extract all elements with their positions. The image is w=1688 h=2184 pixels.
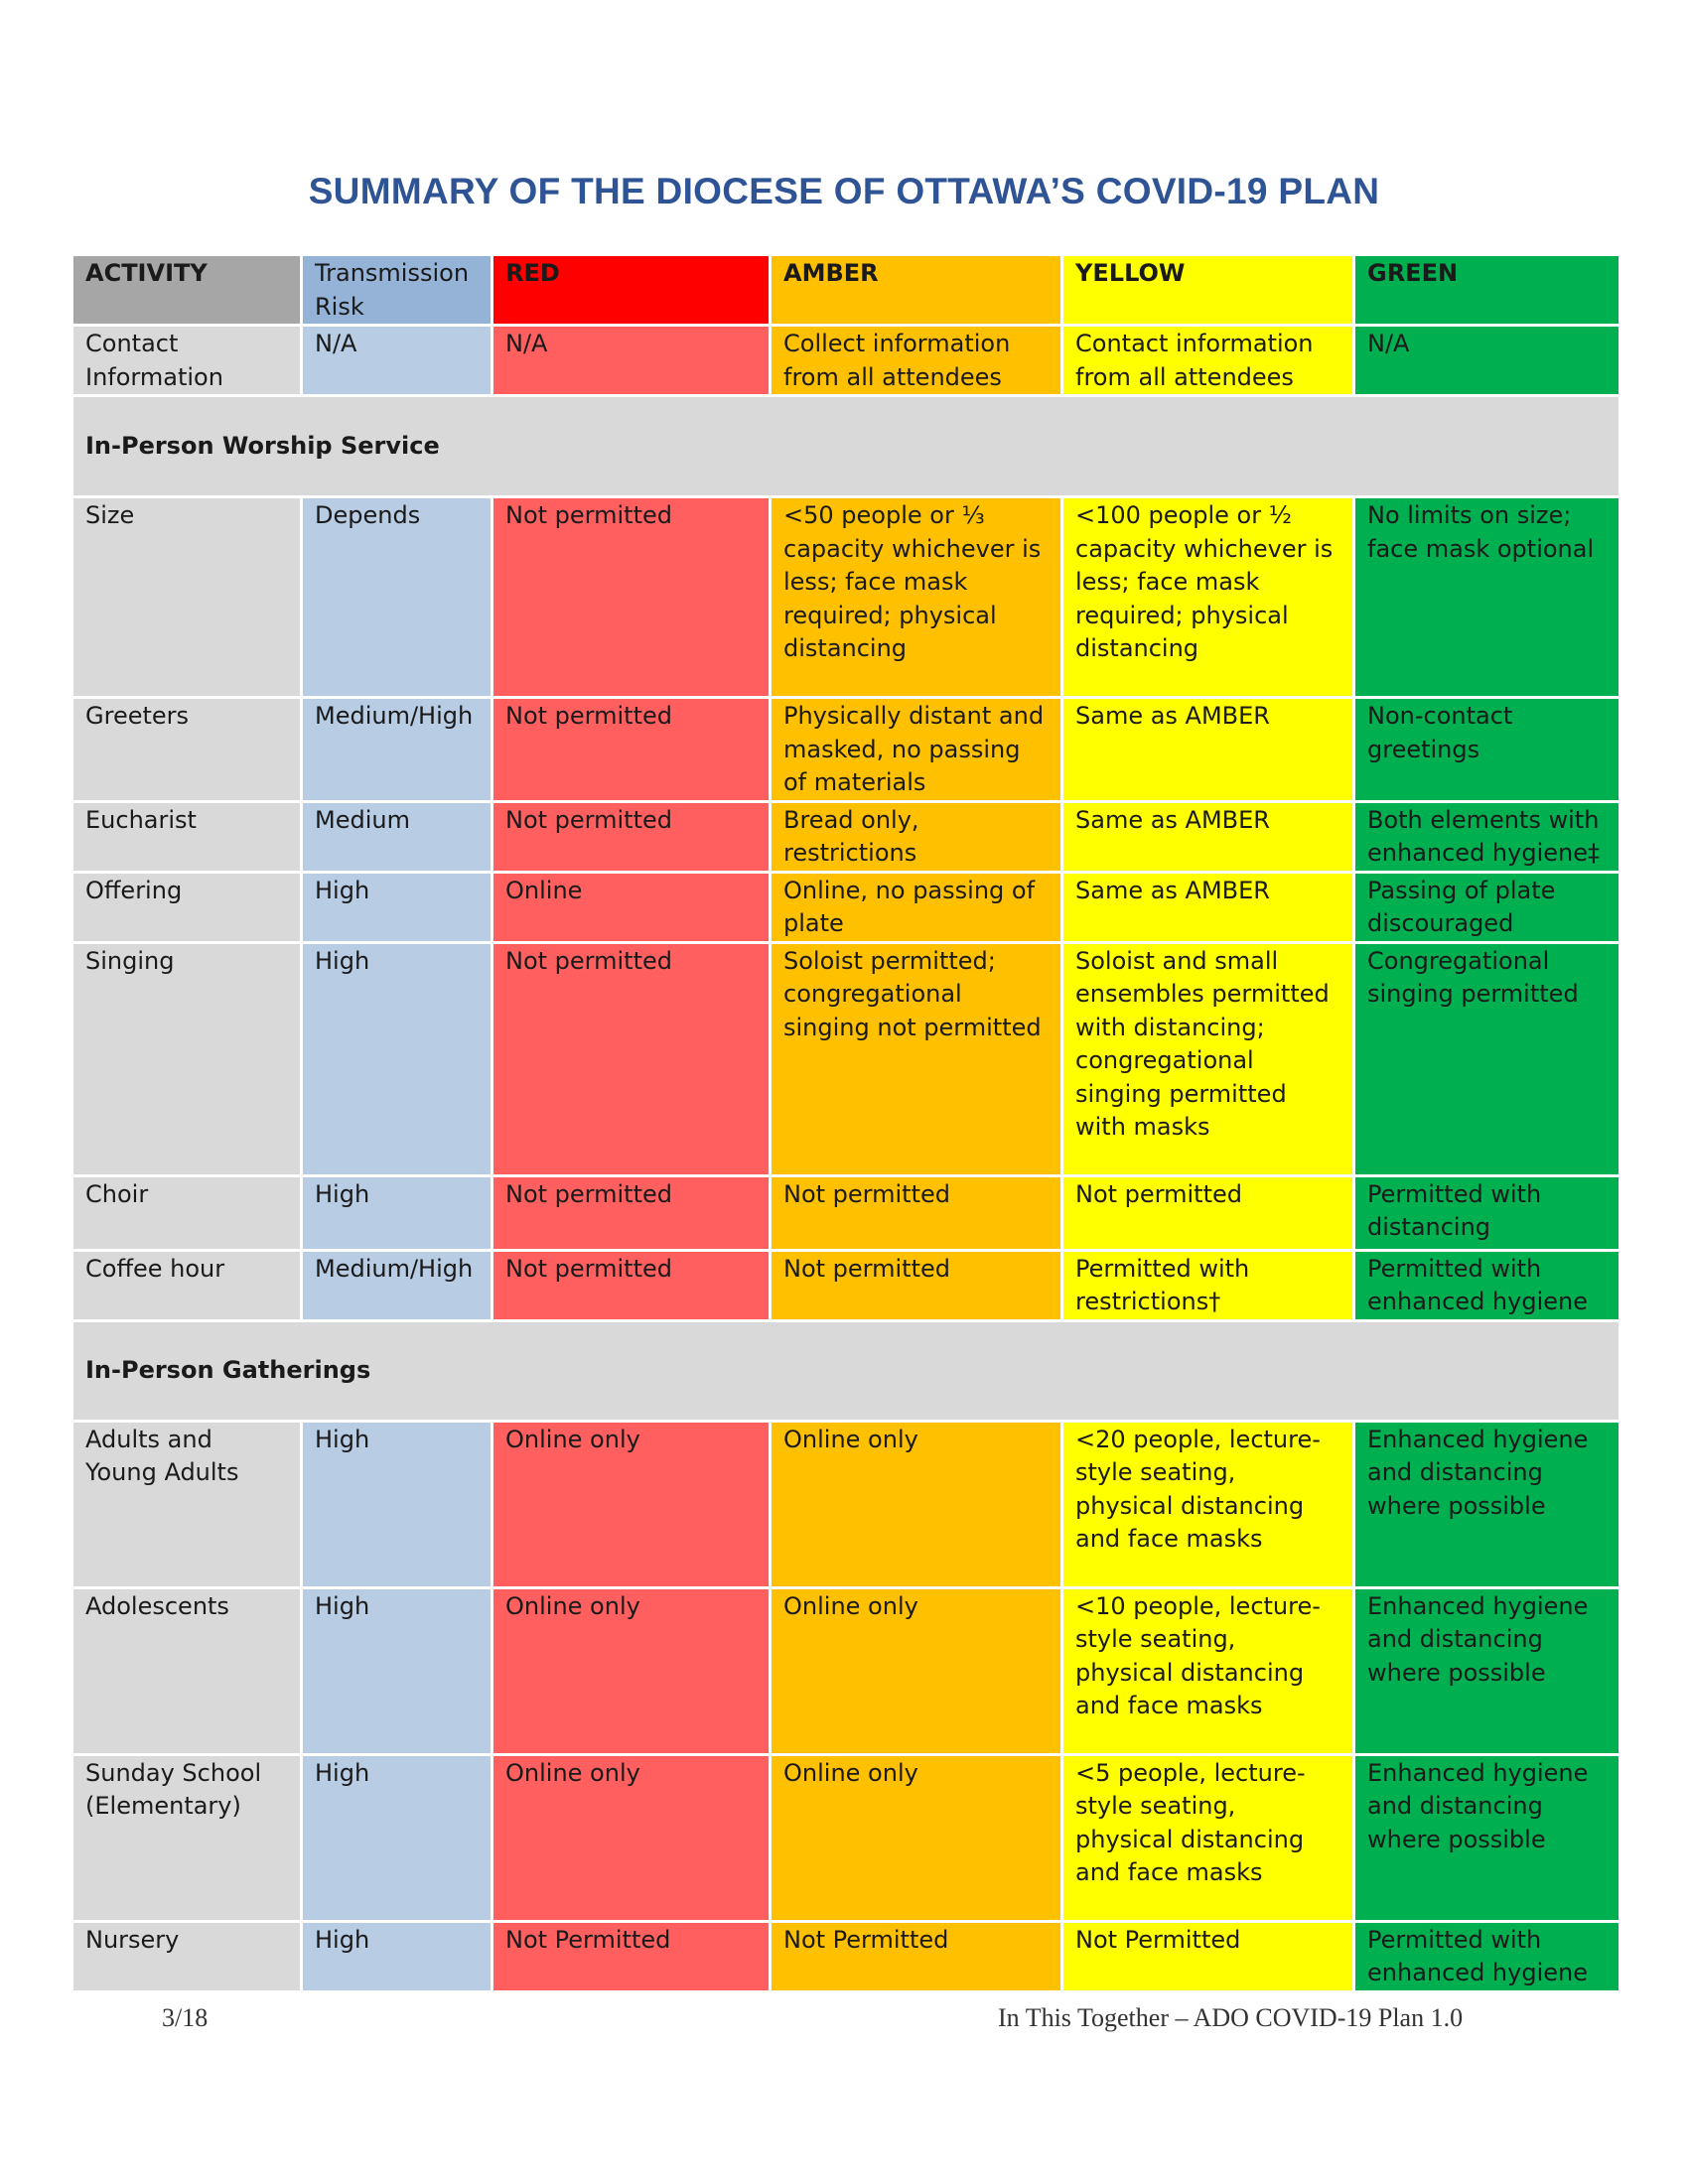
cell-amber: Online only <box>771 1754 1062 1921</box>
table-row <box>72 497 1620 698</box>
cell-risk: High <box>302 1754 492 1921</box>
cell-green: Enhanced hygiene and distancing where possible <box>1354 1754 1620 1921</box>
cell-activity: Adults and Young Adults <box>72 1421 302 1587</box>
table-row <box>72 1250 1620 1320</box>
cell-green: Both elements with enhanced hygiene‡ <box>1354 801 1620 872</box>
cell-risk: Medium <box>302 801 492 872</box>
table-row <box>72 801 1620 872</box>
section-heading: In-Person Worship Service <box>72 396 1620 497</box>
table-row <box>72 872 1620 942</box>
cell-activity: Contact Information <box>72 326 302 396</box>
cell-risk: High <box>302 1421 492 1587</box>
cell-yellow: <10 people, lecture-style seating, physical distancing and face masks <box>1062 1587 1354 1754</box>
cell-yellow: Same as AMBER <box>1062 872 1354 942</box>
cell-amber: Online, no passing of plate <box>771 872 1062 942</box>
section-row-gatherings <box>72 1320 1620 1421</box>
cell-amber: Collect information from all attendees <box>771 326 1062 396</box>
page-number: 3/18 <box>162 2003 209 2032</box>
table-row <box>72 1175 1620 1250</box>
cell-red: Not permitted <box>492 698 771 802</box>
cell-green: Permitted with distancing <box>1354 1175 1620 1250</box>
header-yellow: YELLOW <box>1062 255 1354 326</box>
page-title: SUMMARY OF THE DIOCESE OF OTTAWA’S COVID-19 PLAN <box>308 171 1380 211</box>
cell-red: Online <box>492 872 771 942</box>
cell-yellow: <5 people, lecture-style seating, physical distancing and face masks <box>1062 1754 1354 1921</box>
header-green: GREEN <box>1354 255 1620 326</box>
cell-yellow: <20 people, lecture-style seating, physical distancing and face masks <box>1062 1421 1354 1587</box>
cell-red: Not permitted <box>492 1175 771 1250</box>
document-footer-title: In This Together – ADO COVID-19 Plan 1.0 <box>998 2003 1464 2032</box>
cell-activity: Choir <box>72 1175 302 1250</box>
cell-activity: Sunday School (Elementary) <box>72 1754 302 1921</box>
cell-activity: Size <box>72 497 302 698</box>
cell-risk: Medium/High <box>302 1250 492 1320</box>
cell-red: Online only <box>492 1754 771 1921</box>
cell-amber: Physically distant and masked, no passing of materials <box>771 698 1062 802</box>
cell-activity: Adolescents <box>72 1587 302 1754</box>
cell-risk: High <box>302 1921 492 1991</box>
cell-amber: <50 people or ⅓ capacity whichever is less; face mask required; physical distancing <box>771 497 1062 698</box>
cell-red: Online only <box>492 1421 771 1587</box>
cell-green: No limits on size; face mask optional <box>1354 497 1620 698</box>
cell-green: N/A <box>1354 326 1620 396</box>
cell-activity: Nursery <box>72 1921 302 1991</box>
cell-yellow: Not permitted <box>1062 1175 1354 1250</box>
cell-yellow: Permitted with restrictions† <box>1062 1250 1354 1320</box>
header-transmission-risk: Transmission Risk <box>302 255 492 326</box>
cell-activity: Coffee hour <box>72 1250 302 1320</box>
table-row <box>72 942 1620 1175</box>
cell-red: Not permitted <box>492 801 771 872</box>
covid-plan-table <box>70 253 1621 1993</box>
table-row <box>72 1421 1620 1587</box>
cell-green: Passing of plate discouraged <box>1354 872 1620 942</box>
table-row <box>72 698 1620 802</box>
cell-risk: Depends <box>302 497 492 698</box>
cell-risk: N/A <box>302 326 492 396</box>
cell-amber: Not Permitted <box>771 1921 1062 1991</box>
cell-yellow: Contact information from all attendees <box>1062 326 1354 396</box>
cell-activity: Eucharist <box>72 801 302 872</box>
cell-amber: Not permitted <box>771 1250 1062 1320</box>
table-row <box>72 1754 1620 1921</box>
section-heading: In-Person Gatherings <box>72 1320 1620 1421</box>
cell-green: Non-contact greetings <box>1354 698 1620 802</box>
cell-red: Not permitted <box>492 497 771 698</box>
cell-risk: High <box>302 942 492 1175</box>
header-row <box>72 255 1620 326</box>
cell-green: Enhanced hygiene and distancing where possible <box>1354 1421 1620 1587</box>
cell-yellow: Soloist and small ensembles permitted with distancing; congregational singing permitted with masks <box>1062 942 1354 1175</box>
cell-green: Permitted with enhanced hygiene <box>1354 1921 1620 1991</box>
cell-risk: High <box>302 1175 492 1250</box>
cell-amber: Not permitted <box>771 1175 1062 1250</box>
cell-green: Congregational singing permitted <box>1354 942 1620 1175</box>
cell-red: Not Permitted <box>492 1921 771 1991</box>
table-row <box>72 1587 1620 1754</box>
header-red: RED <box>492 255 771 326</box>
cell-yellow: Same as AMBER <box>1062 801 1354 872</box>
cell-amber: Soloist permitted; congregational singing not permitted <box>771 942 1062 1175</box>
header-amber: AMBER <box>771 255 1062 326</box>
cell-risk: Medium/High <box>302 698 492 802</box>
cell-activity: Greeters <box>72 698 302 802</box>
cell-yellow: Same as AMBER <box>1062 698 1354 802</box>
cell-yellow: <100 people or ½ capacity whichever is less; face mask required; physical distancing <box>1062 497 1354 698</box>
header-activity: ACTIVITY <box>72 255 302 326</box>
cell-activity: Singing <box>72 942 302 1175</box>
cell-amber: Online only <box>771 1421 1062 1587</box>
cell-red: Not permitted <box>492 942 771 1175</box>
cell-amber: Bread only, restrictions <box>771 801 1062 872</box>
cell-red: Online only <box>492 1587 771 1754</box>
section-row-worship <box>72 396 1620 497</box>
table-row-contact <box>72 326 1620 396</box>
cell-yellow: Not Permitted <box>1062 1921 1354 1991</box>
cell-green: Enhanced hygiene and distancing where possible <box>1354 1587 1620 1754</box>
cell-risk: High <box>302 1587 492 1754</box>
cell-risk: High <box>302 872 492 942</box>
cell-green: Permitted with enhanced hygiene <box>1354 1250 1620 1320</box>
cell-red: N/A <box>492 326 771 396</box>
table-row <box>72 1921 1620 1991</box>
cell-red: Not permitted <box>492 1250 771 1320</box>
cell-amber: Online only <box>771 1587 1062 1754</box>
cell-activity: Offering <box>72 872 302 942</box>
